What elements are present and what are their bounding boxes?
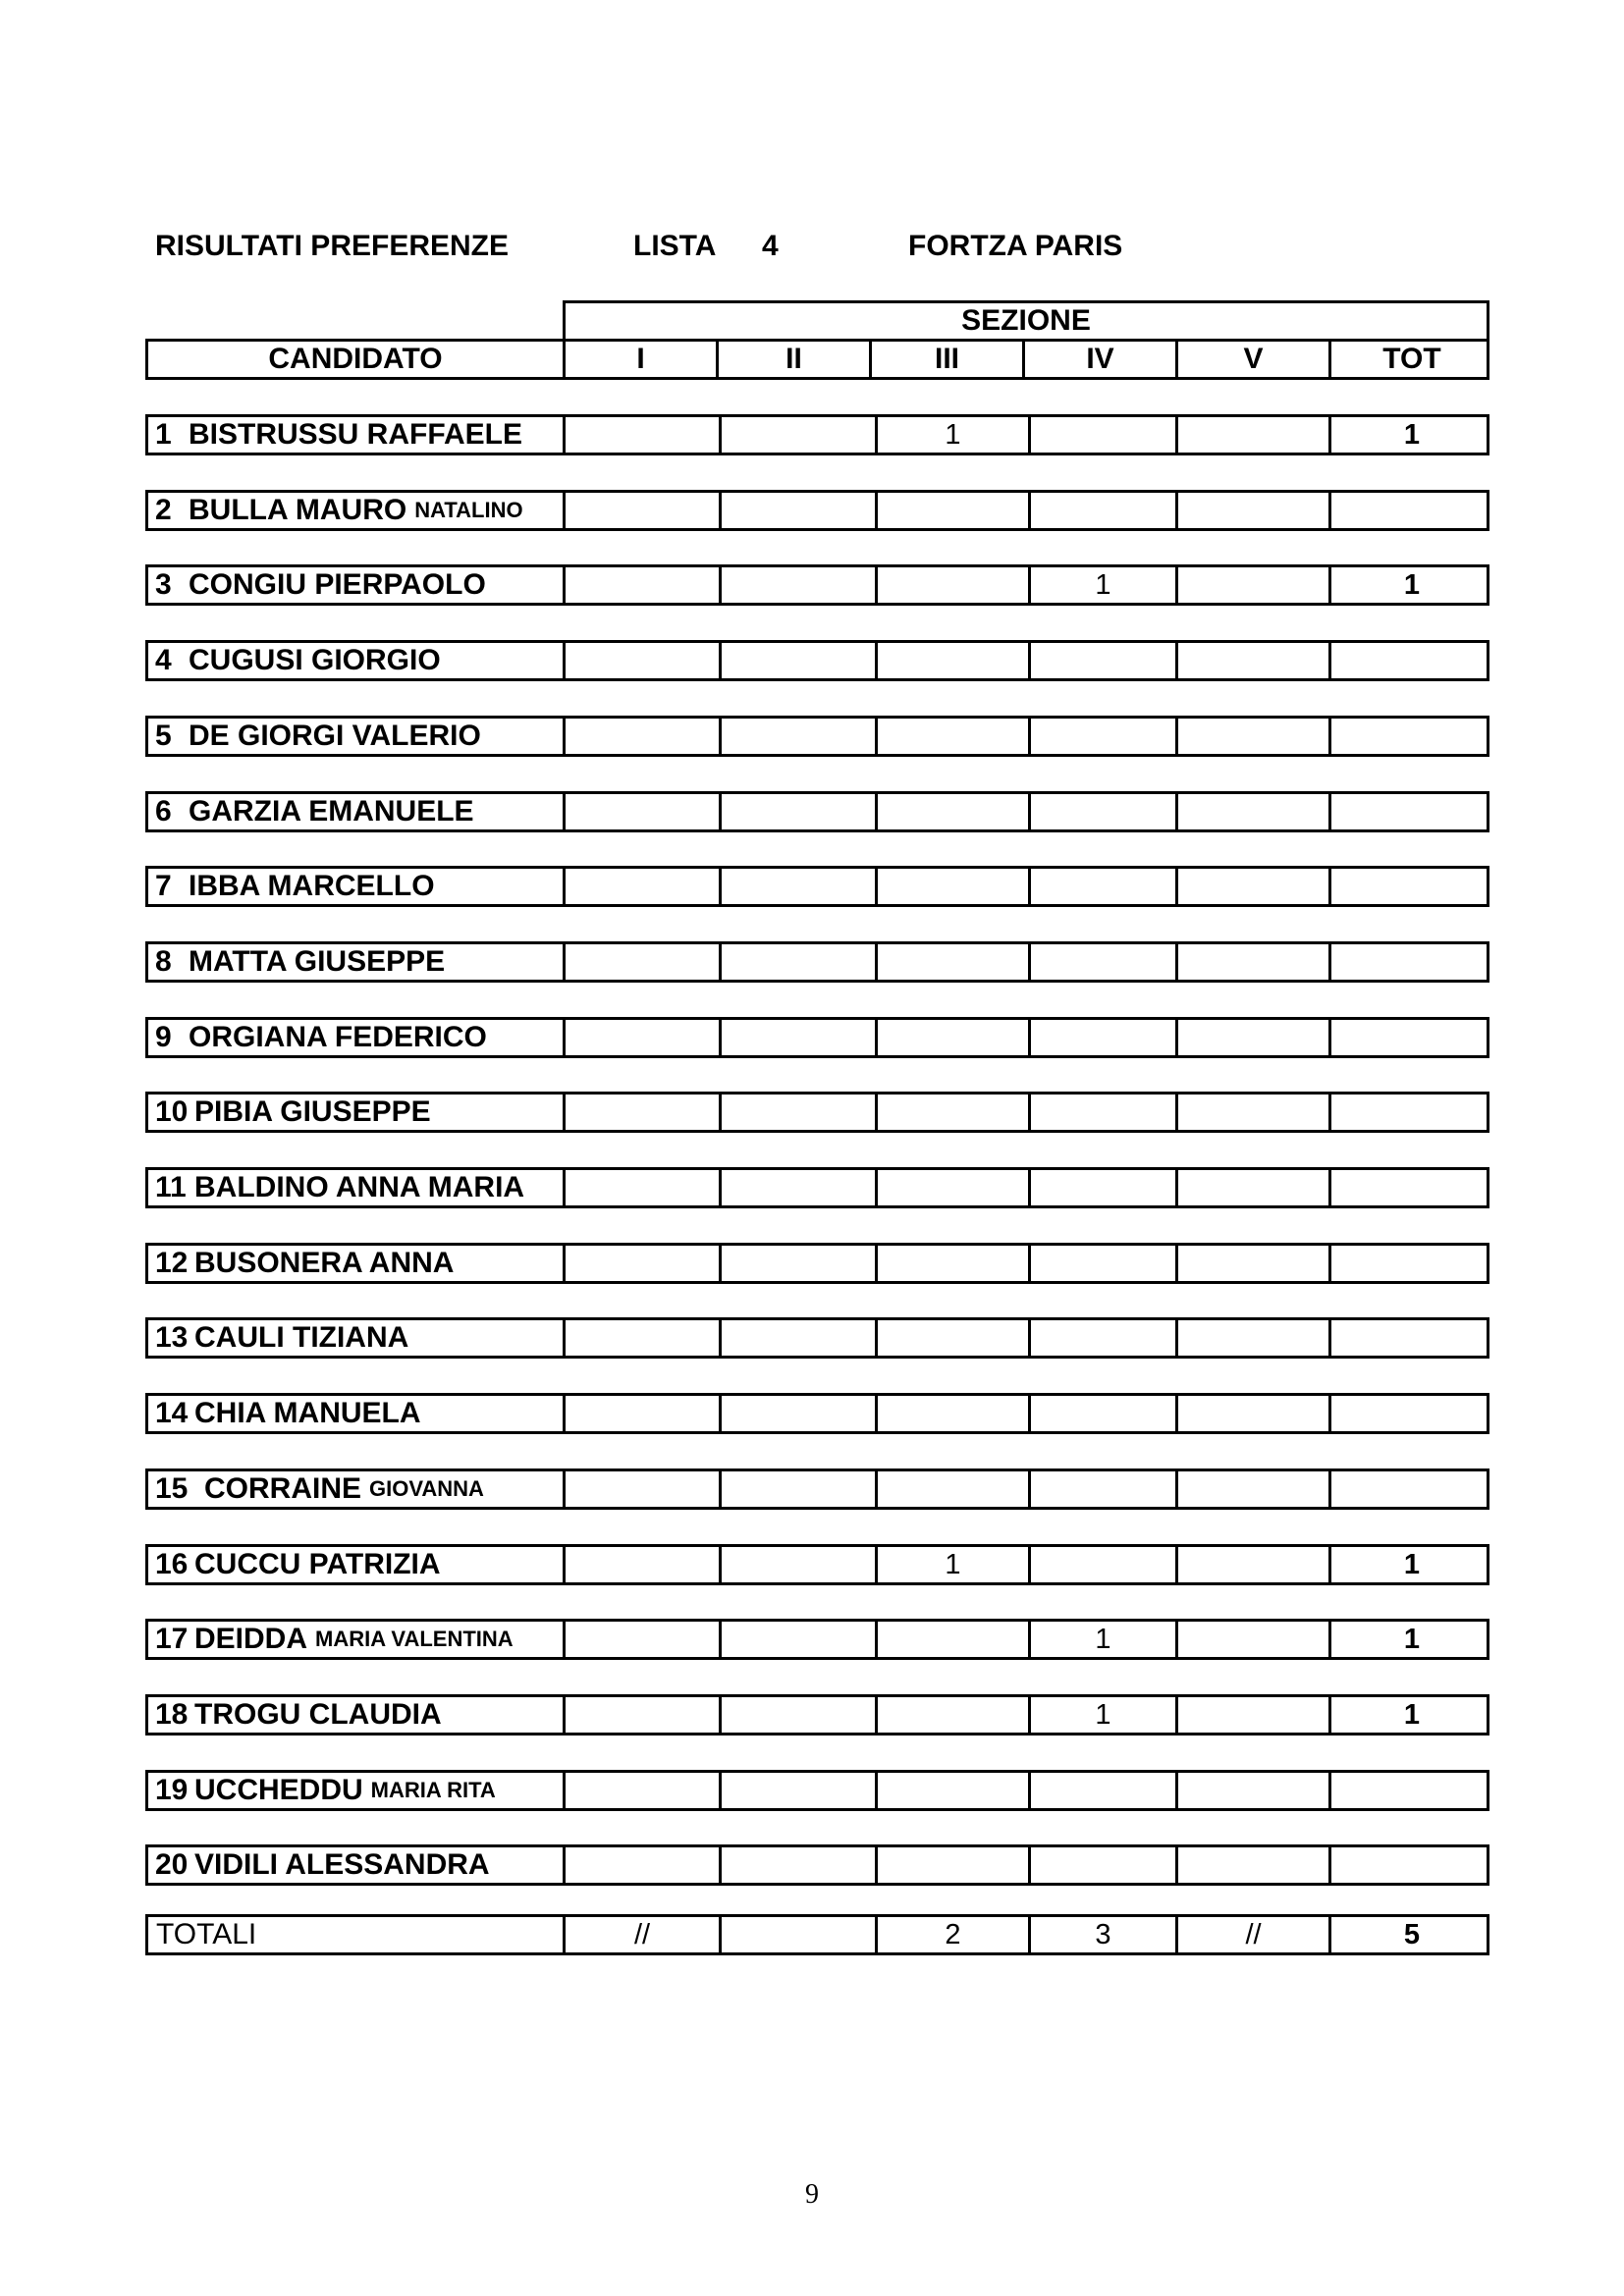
candidate-number: 4 (155, 644, 172, 676)
candidate-name-cell (148, 1547, 566, 1582)
candidate-name-cell (148, 869, 566, 904)
section-cell (566, 1622, 722, 1657)
section-cell (1178, 1622, 1331, 1657)
section-cell (722, 1471, 878, 1507)
section-cell (1178, 1246, 1331, 1281)
candidate-surname: CAULI TIZIANA (194, 1321, 409, 1354)
table-row (145, 414, 1489, 455)
section-cell (878, 869, 1031, 904)
candidate-surname: DE GIORGI VALERIO (189, 720, 481, 752)
candidate-number: 19 (155, 1774, 189, 1806)
section-cell (1031, 1547, 1178, 1582)
candidate-number: 6 (155, 795, 172, 828)
party-name: FORTZA PARIS (908, 230, 1123, 262)
section-cell (566, 1246, 722, 1281)
table-row (145, 1393, 1489, 1434)
candidate-name-cell (148, 1773, 566, 1808)
section-cell (722, 643, 878, 678)
section-cell (1031, 1320, 1178, 1356)
table-row (145, 1167, 1489, 1208)
table-row (145, 564, 1489, 606)
candidate-surname: MATTA GIUSEPPE (189, 945, 446, 978)
candidate-number: 16 (155, 1548, 189, 1580)
totals-row (145, 1914, 1489, 1955)
candidate-name-cell (148, 1095, 566, 1130)
candidate-number: 3 (155, 568, 172, 601)
section-cell (1031, 1396, 1178, 1431)
section-cell (566, 1697, 722, 1733)
candidate-given-name: MARIA RITA (370, 1778, 496, 1802)
section-cell (566, 493, 722, 528)
section-cell (1178, 1396, 1331, 1431)
lista-number: 4 (762, 230, 779, 262)
section-cell (1178, 1773, 1331, 1808)
candidate-name-cell (148, 1847, 566, 1883)
section-cell (1031, 643, 1178, 678)
section-cell (1178, 1320, 1331, 1356)
candidate-name-cell (148, 643, 566, 678)
section-cell (1031, 1170, 1178, 1205)
total-cell (1331, 719, 1492, 754)
section-cell (1178, 1471, 1331, 1507)
table-row (145, 1544, 1489, 1585)
column-header-row (145, 339, 1489, 380)
sezione-label: SEZIONE (961, 304, 1091, 337)
lista-label: LISTA (633, 230, 717, 262)
section-cell (566, 567, 722, 603)
candidate-surname: BISTRUSSU RAFFAELE (189, 418, 523, 451)
section-cell (566, 1773, 722, 1808)
section-cell (566, 869, 722, 904)
section-cell (878, 794, 1031, 829)
total-cell (1331, 794, 1492, 829)
section-cell (1178, 1697, 1331, 1733)
section-cell (566, 417, 722, 453)
candidate-number: 2 (155, 494, 172, 526)
candidate-name-cell (148, 417, 566, 453)
candidate-given-name: MARIA VALENTINA (315, 1627, 514, 1651)
column-header-tot: TOT (1382, 343, 1441, 375)
section-cell (722, 1622, 878, 1657)
report-title: RISULTATI PREFERENZE (155, 230, 509, 262)
candidate-name-cell (148, 1697, 566, 1733)
candidate-surname: TROGU CLAUDIA (194, 1698, 442, 1731)
total-cell (1331, 1847, 1492, 1883)
section-cell (1178, 1847, 1331, 1883)
candidate-number: 17 (155, 1623, 189, 1655)
section-cell (722, 794, 878, 829)
total-cell (1331, 1773, 1492, 1808)
candidate-surname: IBBA MARCELLO (189, 870, 435, 902)
section-cell (1031, 794, 1178, 829)
candidate-name-cell (148, 1320, 566, 1356)
candidate-surname: DEIDDA (194, 1623, 308, 1655)
candidate-name-cell (148, 1020, 566, 1055)
candidate-name-cell (148, 493, 566, 528)
section-cell: 1 (878, 1547, 1031, 1582)
table-row (145, 1619, 1489, 1660)
section-cell: 1 (1031, 567, 1178, 603)
section-cell (1031, 493, 1178, 528)
candidate-surname: PIBIA GIUSEPPE (194, 1095, 431, 1128)
section-cell (1178, 1020, 1331, 1055)
section-cell (566, 1170, 722, 1205)
section-cell (878, 1246, 1031, 1281)
section-cell (566, 1847, 722, 1883)
total-cell (1331, 1170, 1492, 1205)
section-cell (1031, 1773, 1178, 1808)
candidate-surname: BULLA MAURO (189, 494, 407, 526)
section-cell (722, 1847, 878, 1883)
section-cell (722, 1396, 878, 1431)
candidate-given-name: NATALINO (414, 498, 523, 522)
section-cell (722, 719, 878, 754)
table-row (145, 1468, 1489, 1510)
candidate-name-cell (148, 1396, 566, 1431)
table-row (145, 640, 1489, 681)
section-cell (1178, 493, 1331, 528)
candidate-name-cell (148, 1622, 566, 1657)
section-cell (566, 1095, 722, 1130)
grand-total-cell: 5 (1403, 1918, 1421, 1950)
section-cell (878, 1697, 1031, 1733)
candidate-number: 12 (155, 1247, 189, 1279)
total-cell: 1 (1403, 418, 1421, 451)
candidate-name-cell (148, 794, 566, 829)
candidate-number: 18 (155, 1698, 189, 1731)
section-cell (566, 1547, 722, 1582)
table-row (145, 941, 1489, 983)
candidate-number: 20 (155, 1848, 189, 1881)
section-cell (1178, 944, 1331, 980)
section-cell (722, 417, 878, 453)
section-cell (722, 493, 878, 528)
section-cell (1031, 417, 1178, 453)
section-cell (722, 944, 878, 980)
candidate-surname: CUCCU PATRIZIA (194, 1548, 441, 1580)
total-cell: 1 (1403, 1623, 1421, 1655)
candidate-number: 8 (155, 945, 172, 978)
section-cell (566, 1320, 722, 1356)
table-row (145, 866, 1489, 907)
candidate-number: 10 (155, 1095, 189, 1128)
totals-label: TOTALI (148, 1917, 566, 1952)
candidate-number: 13 (155, 1321, 189, 1354)
section-total-cell: // (1178, 1917, 1331, 1952)
section-cell (566, 944, 722, 980)
section-cell (878, 643, 1031, 678)
total-cell (1331, 1471, 1492, 1507)
section-cell (878, 1773, 1031, 1808)
total-cell: 1 (1403, 1548, 1421, 1580)
total-cell: 1 (1403, 568, 1421, 601)
candidate-number: 15 (155, 1472, 189, 1505)
candidate-name-cell (148, 1471, 566, 1507)
candidate-surname: ORGIANA FEDERICO (189, 1021, 487, 1053)
column-header-ii: II (719, 342, 872, 377)
total-cell (1331, 643, 1492, 678)
table-row (145, 716, 1489, 757)
candidate-surname: VIDILI ALESSANDRA (194, 1848, 490, 1881)
column-header-v: V (1178, 342, 1331, 377)
section-cell (1178, 1095, 1331, 1130)
section-cell (566, 719, 722, 754)
section-cell (1178, 719, 1331, 754)
total-cell (1331, 1020, 1492, 1055)
section-cell (878, 1095, 1031, 1130)
total-cell: 1 (1403, 1698, 1421, 1731)
section-cell (722, 1170, 878, 1205)
total-cell (1331, 1095, 1492, 1130)
section-cell (1178, 1547, 1331, 1582)
candidate-number: 1 (155, 418, 172, 451)
table-row (145, 791, 1489, 832)
section-cell (1178, 1170, 1331, 1205)
section-cell (878, 1471, 1031, 1507)
candidate-number: 11 (155, 1171, 187, 1203)
sezione-header (563, 300, 1489, 342)
column-header-iii: III (872, 342, 1025, 377)
page-number: 9 (805, 2179, 819, 2210)
section-cell (722, 567, 878, 603)
section-cell (878, 567, 1031, 603)
section-cell (722, 1246, 878, 1281)
column-header-i: I (566, 342, 719, 377)
section-cell (1178, 417, 1331, 453)
section-cell: 1 (1031, 1622, 1178, 1657)
total-cell (1331, 493, 1492, 528)
section-cell (722, 1547, 878, 1582)
table-row (145, 490, 1489, 531)
section-cell (1031, 719, 1178, 754)
section-cell (1031, 869, 1178, 904)
section-cell (1178, 794, 1331, 829)
section-cell (722, 1773, 878, 1808)
candidate-column-header: CANDIDATO (148, 342, 566, 377)
candidate-number: 7 (155, 870, 172, 902)
section-cell (1178, 567, 1331, 603)
section-cell (566, 794, 722, 829)
candidate-surname: CUGUSI GIORGIO (189, 644, 441, 676)
total-cell (1331, 1396, 1492, 1431)
section-cell (878, 1320, 1031, 1356)
candidate-surname: BALDINO ANNA MARIA (194, 1171, 525, 1203)
section-cell (1031, 1095, 1178, 1130)
table-row (145, 1017, 1489, 1058)
table-row (145, 1844, 1489, 1886)
section-cell (878, 719, 1031, 754)
candidate-surname: UCCHEDDU (194, 1774, 363, 1806)
section-cell (1031, 1246, 1178, 1281)
table-row (145, 1317, 1489, 1359)
candidate-name-cell (148, 719, 566, 754)
section-cell (722, 1697, 878, 1733)
section-total-cell: // (566, 1917, 722, 1952)
section-cell (722, 1320, 878, 1356)
section-total-cell: 3 (1031, 1917, 1178, 1952)
table-row (145, 1243, 1489, 1284)
candidate-given-name: GIOVANNA (369, 1476, 484, 1501)
candidate-surname: CORRAINE (204, 1472, 362, 1505)
candidate-name-cell (148, 944, 566, 980)
section-cell (878, 944, 1031, 980)
candidate-name-cell (148, 1170, 566, 1205)
section-cell (878, 493, 1031, 528)
table-row (145, 1092, 1489, 1133)
section-cell (722, 1095, 878, 1130)
section-cell (566, 643, 722, 678)
section-cell (878, 1396, 1031, 1431)
total-cell (1331, 1246, 1492, 1281)
candidate-surname: CHIA MANUELA (194, 1397, 421, 1429)
candidate-surname: GARZIA EMANUELE (189, 795, 474, 828)
total-cell (1331, 869, 1492, 904)
section-cell: 1 (1031, 1697, 1178, 1733)
column-header-iv: IV (1025, 342, 1178, 377)
candidate-surname: BUSONERA ANNA (194, 1247, 455, 1279)
section-cell (722, 1020, 878, 1055)
candidate-name-cell (148, 1246, 566, 1281)
section-cell (1031, 944, 1178, 980)
section-cell (1031, 1847, 1178, 1883)
section-cell (878, 1622, 1031, 1657)
section-cell (878, 1020, 1031, 1055)
section-cell (1178, 643, 1331, 678)
table-row (145, 1770, 1489, 1811)
table-row (145, 1694, 1489, 1735)
candidate-number: 9 (155, 1021, 172, 1053)
section-cell (1178, 869, 1331, 904)
candidate-number: 5 (155, 720, 172, 752)
section-cell (878, 1170, 1031, 1205)
section-cell (566, 1396, 722, 1431)
candidate-name-cell (148, 567, 566, 603)
total-cell (1331, 1320, 1492, 1356)
candidate-number: 14 (155, 1397, 189, 1429)
section-cell (878, 1847, 1031, 1883)
section-total-cell: 2 (878, 1917, 1031, 1952)
candidate-surname: CONGIU PIERPAOLO (189, 568, 486, 601)
section-cell (722, 869, 878, 904)
section-cell (566, 1471, 722, 1507)
section-cell (1031, 1020, 1178, 1055)
section-cell (1031, 1471, 1178, 1507)
total-cell (1331, 944, 1492, 980)
section-cell (566, 1020, 722, 1055)
section-cell: 1 (878, 417, 1031, 453)
section-total-cell (722, 1917, 878, 1952)
